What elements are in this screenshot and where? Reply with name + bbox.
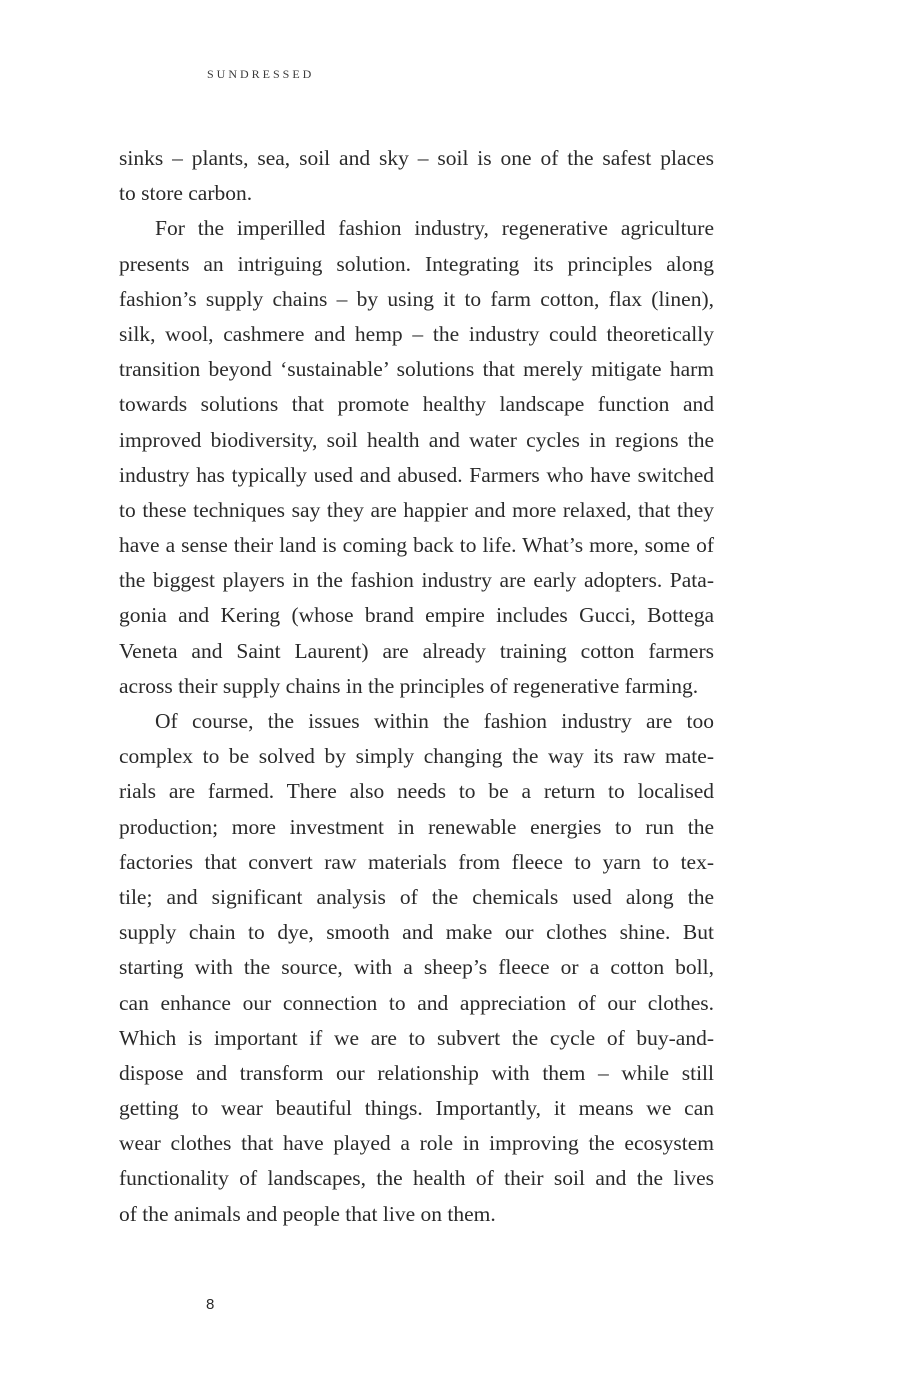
text-line: rials are farmed. There also needs to be a return to localised — [119, 779, 714, 804]
text-line: production; more investment in renewable energies to run the — [119, 814, 714, 839]
text-line: complex to be solved by simply changing the way its raw mate- — [119, 744, 714, 769]
text-line: to these techniques say they are happier and more relaxed, that they — [119, 497, 714, 522]
text-line: Veneta and Saint Laurent) are already training cotton farmers — [119, 638, 714, 663]
text-line: transition beyond ‘sustainable’ solutions that merely mitigate harm — [119, 357, 714, 382]
text-line: factories that convert raw materials from fleece to yarn to tex- — [119, 849, 714, 874]
text-line: silk, wool, cashmere and hemp – the industry could theoretically — [119, 321, 714, 346]
text-line: have a sense their land is coming back to life. What’s more, some of — [119, 533, 714, 558]
text-line: across their supply chains in the principles of regenerative farming. — [119, 673, 699, 698]
text-line: tile; and significant analysis of the chemicals used along the — [119, 884, 714, 909]
text-line: Which is important if we are to subvert the cycle of buy-and- — [119, 1025, 714, 1050]
text-line: can enhance our connection to and appreciation of our clothes. — [119, 990, 714, 1015]
page-number: 8 — [206, 1296, 215, 1313]
text-line: wear clothes that have played a role in improving the ecosystem — [119, 1131, 714, 1156]
text-line: getting to wear beautiful things. Importantly, it means we can — [119, 1096, 714, 1121]
text-line: fashion’s supply chains – by using it to farm cotton, flax (linen), — [119, 286, 714, 311]
text-line: dispose and transform our relationship with them – while still — [119, 1060, 714, 1085]
body-text — [119, 141, 714, 1232]
text-line: starting with the source, with a sheep’s fleece or a cotton boll, — [119, 955, 714, 980]
text-line: Of course, the issues within the fashion industry are too — [155, 709, 714, 733]
running-head: SUNDRESSED — [207, 67, 315, 81]
text-line: to store carbon. — [119, 181, 253, 206]
text-line: For the imperilled fashion industry, regenerative agriculture — [155, 216, 714, 241]
text-line: of the animals and people that live on them. — [119, 1201, 496, 1226]
text-line: industry has typically used and abused. Farmers who have switched — [119, 462, 714, 487]
text-line: supply chain to dye, smooth and make our clothes shine. But — [119, 920, 714, 945]
text-line: improved biodiversity, soil health and water cycles in regions the — [119, 427, 714, 452]
text-line: functionality of landscapes, the health of their soil and the lives — [119, 1166, 714, 1191]
text-line: sinks – plants, sea, soil and sky – soil is one of the safest places — [119, 146, 714, 170]
text-line: towards solutions that promote healthy landscape function and — [119, 392, 714, 417]
text-line: presents an intriguing solution. Integrating its principles along — [119, 251, 714, 276]
text-line: gonia and Kering (whose brand empire includes Gucci, Bottega — [119, 603, 714, 628]
text-line: the biggest players in the fashion industry are early adopters. Pata- — [119, 568, 714, 593]
